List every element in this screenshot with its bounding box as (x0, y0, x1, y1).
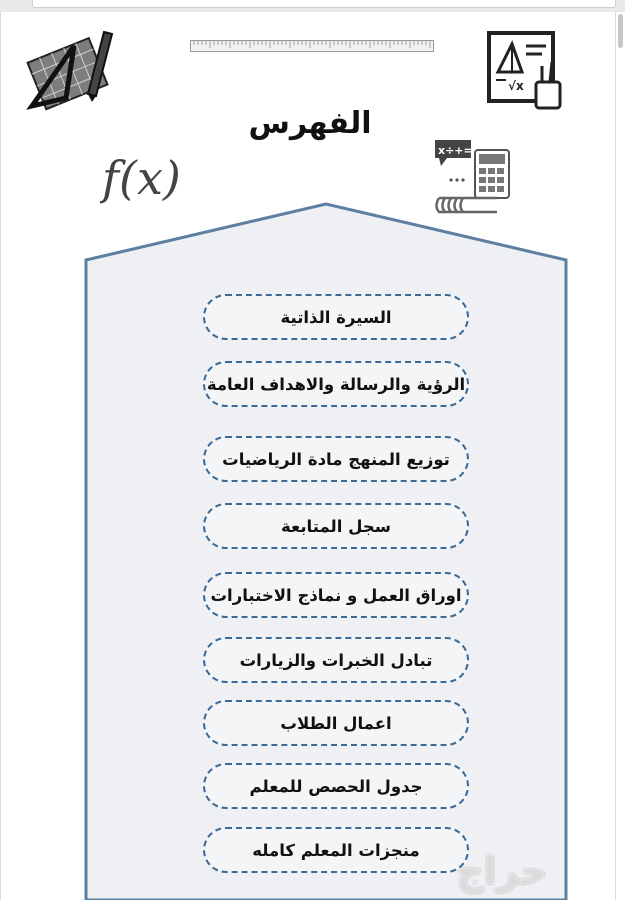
page-title: الفهرس (248, 106, 372, 141)
scrollbar[interactable] (618, 14, 623, 48)
index-item[interactable]: السيرة الذاتية (203, 294, 469, 340)
index-item[interactable]: الرؤية والرسالة والاهداف العامة (203, 361, 469, 407)
index-item[interactable]: سجل المتابعة (203, 503, 469, 549)
fx-label: f(x) (102, 151, 181, 205)
ruler-icon (190, 40, 434, 52)
geometry-tools-icon (22, 24, 117, 112)
svg-text:√x: √x (508, 79, 524, 93)
index-item[interactable]: تبادل الخبرات والزيارات (203, 637, 469, 683)
index-item[interactable]: اوراق العمل و نماذج الاختبارات (203, 572, 469, 618)
calc-label: x÷+= (438, 144, 473, 157)
function-fx-icon (100, 142, 195, 208)
top-strip-inner (32, 0, 616, 8)
index-item[interactable]: جدول الحصص للمعلم (203, 763, 469, 809)
top-strip (0, 0, 625, 12)
index-item[interactable]: اعمال الطلاب (203, 700, 469, 746)
index-item[interactable]: توزيع المنهج مادة الرياضيات (203, 436, 469, 482)
index-item[interactable]: منجزات المعلم كامله (203, 827, 469, 873)
whiteboard-icon (486, 30, 568, 112)
watermark: حراج (456, 849, 548, 893)
